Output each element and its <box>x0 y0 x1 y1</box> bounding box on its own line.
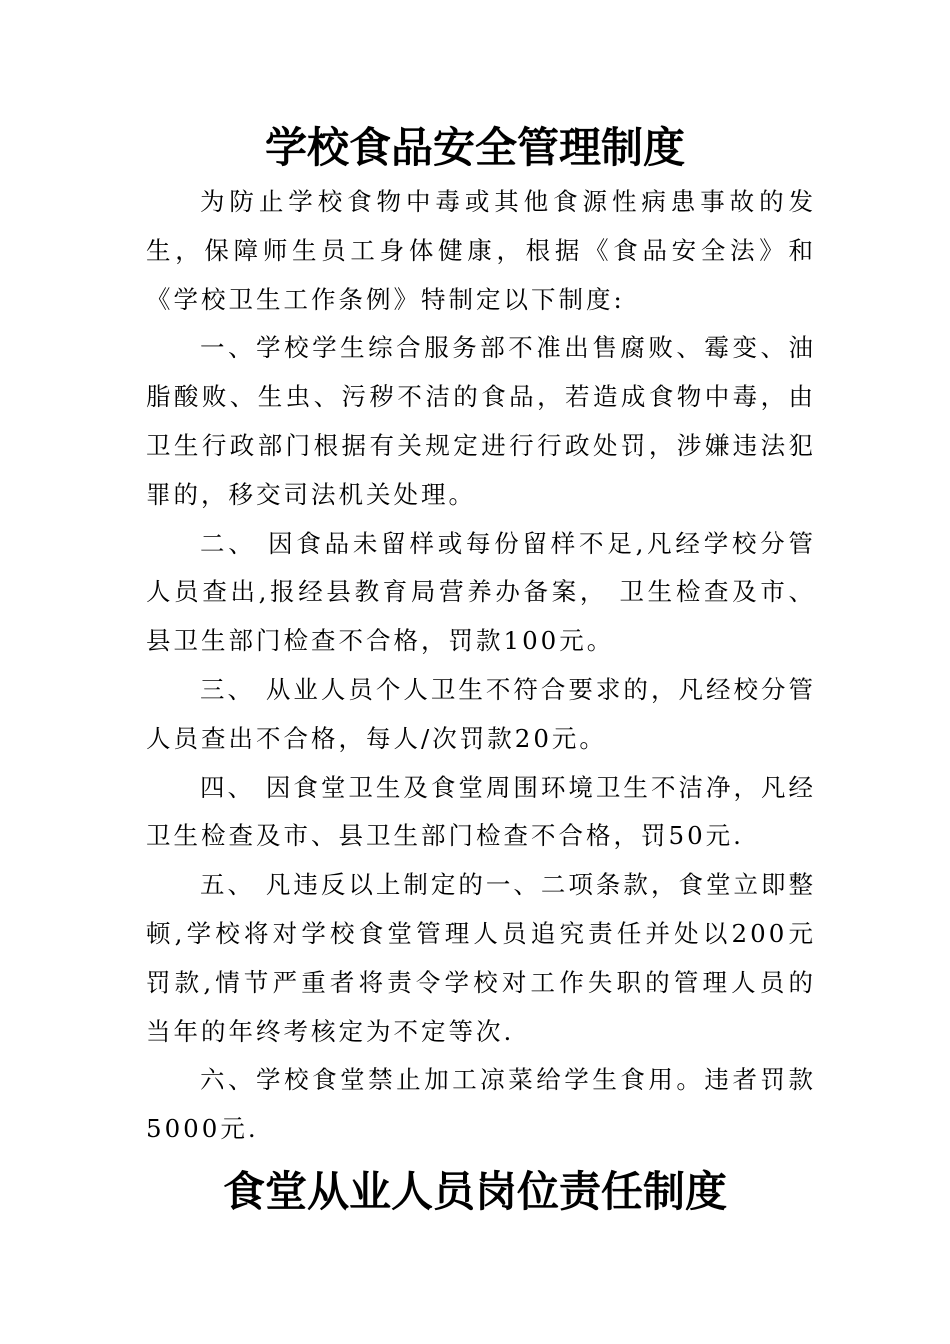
document-body <box>146 178 816 1154</box>
rule-1-paragraph: 一、学校学生综合服务部不准出售腐败、霉变、油脂酸败、生虫、污秽不洁的食品，若造成食物中毒，由卫生行政部门根据有关规定进行行政处罚，涉嫌违法犯罪的，移交司法机关处理。 <box>146 333 816 509</box>
rule-3-paragraph: 三、 从业人员个人卫生不符合要求的，凡经校分管人员查出不合格，每人/次罚款20元。 <box>146 674 816 753</box>
intro-paragraph: 为防止学校食物中毒或其他食源性病患事故的发生，保障师生员工身体健康，根据《食品安全法》和《学校卫生工作条例》特制定以下制度: <box>146 187 816 314</box>
rule-2-paragraph: 二、 因食品未留样或每份留样不足,凡经学校分管人员查出,报经县教育局营养办备案， 卫生检查及市、县卫生部门检查不合格，罚款100元。 <box>146 528 816 656</box>
rule-5-paragraph: 五、 凡违反以上制定的一、二项条款，食堂立即整顿,学校将对学校食堂管理人员追究责任并处以200元罚款,情节严重者将责令学校对工作失职的管理人员的当年的年终考核定为不定等次. <box>146 870 816 1046</box>
rule-6-paragraph: 六、学校食堂禁止加工凉菜给学生食用。违者罚款5000元. <box>146 1065 816 1144</box>
document-title: 学校食品安全管理制度 <box>264 123 685 172</box>
next-section-title: 食堂从业人员岗位责任制度 <box>222 1167 727 1216</box>
rule-4-paragraph: 四、 因食堂卫生及食堂周围环境卫生不洁净，凡经卫生检查及市、县卫生部门检查不合格，罚50元. <box>146 772 816 851</box>
